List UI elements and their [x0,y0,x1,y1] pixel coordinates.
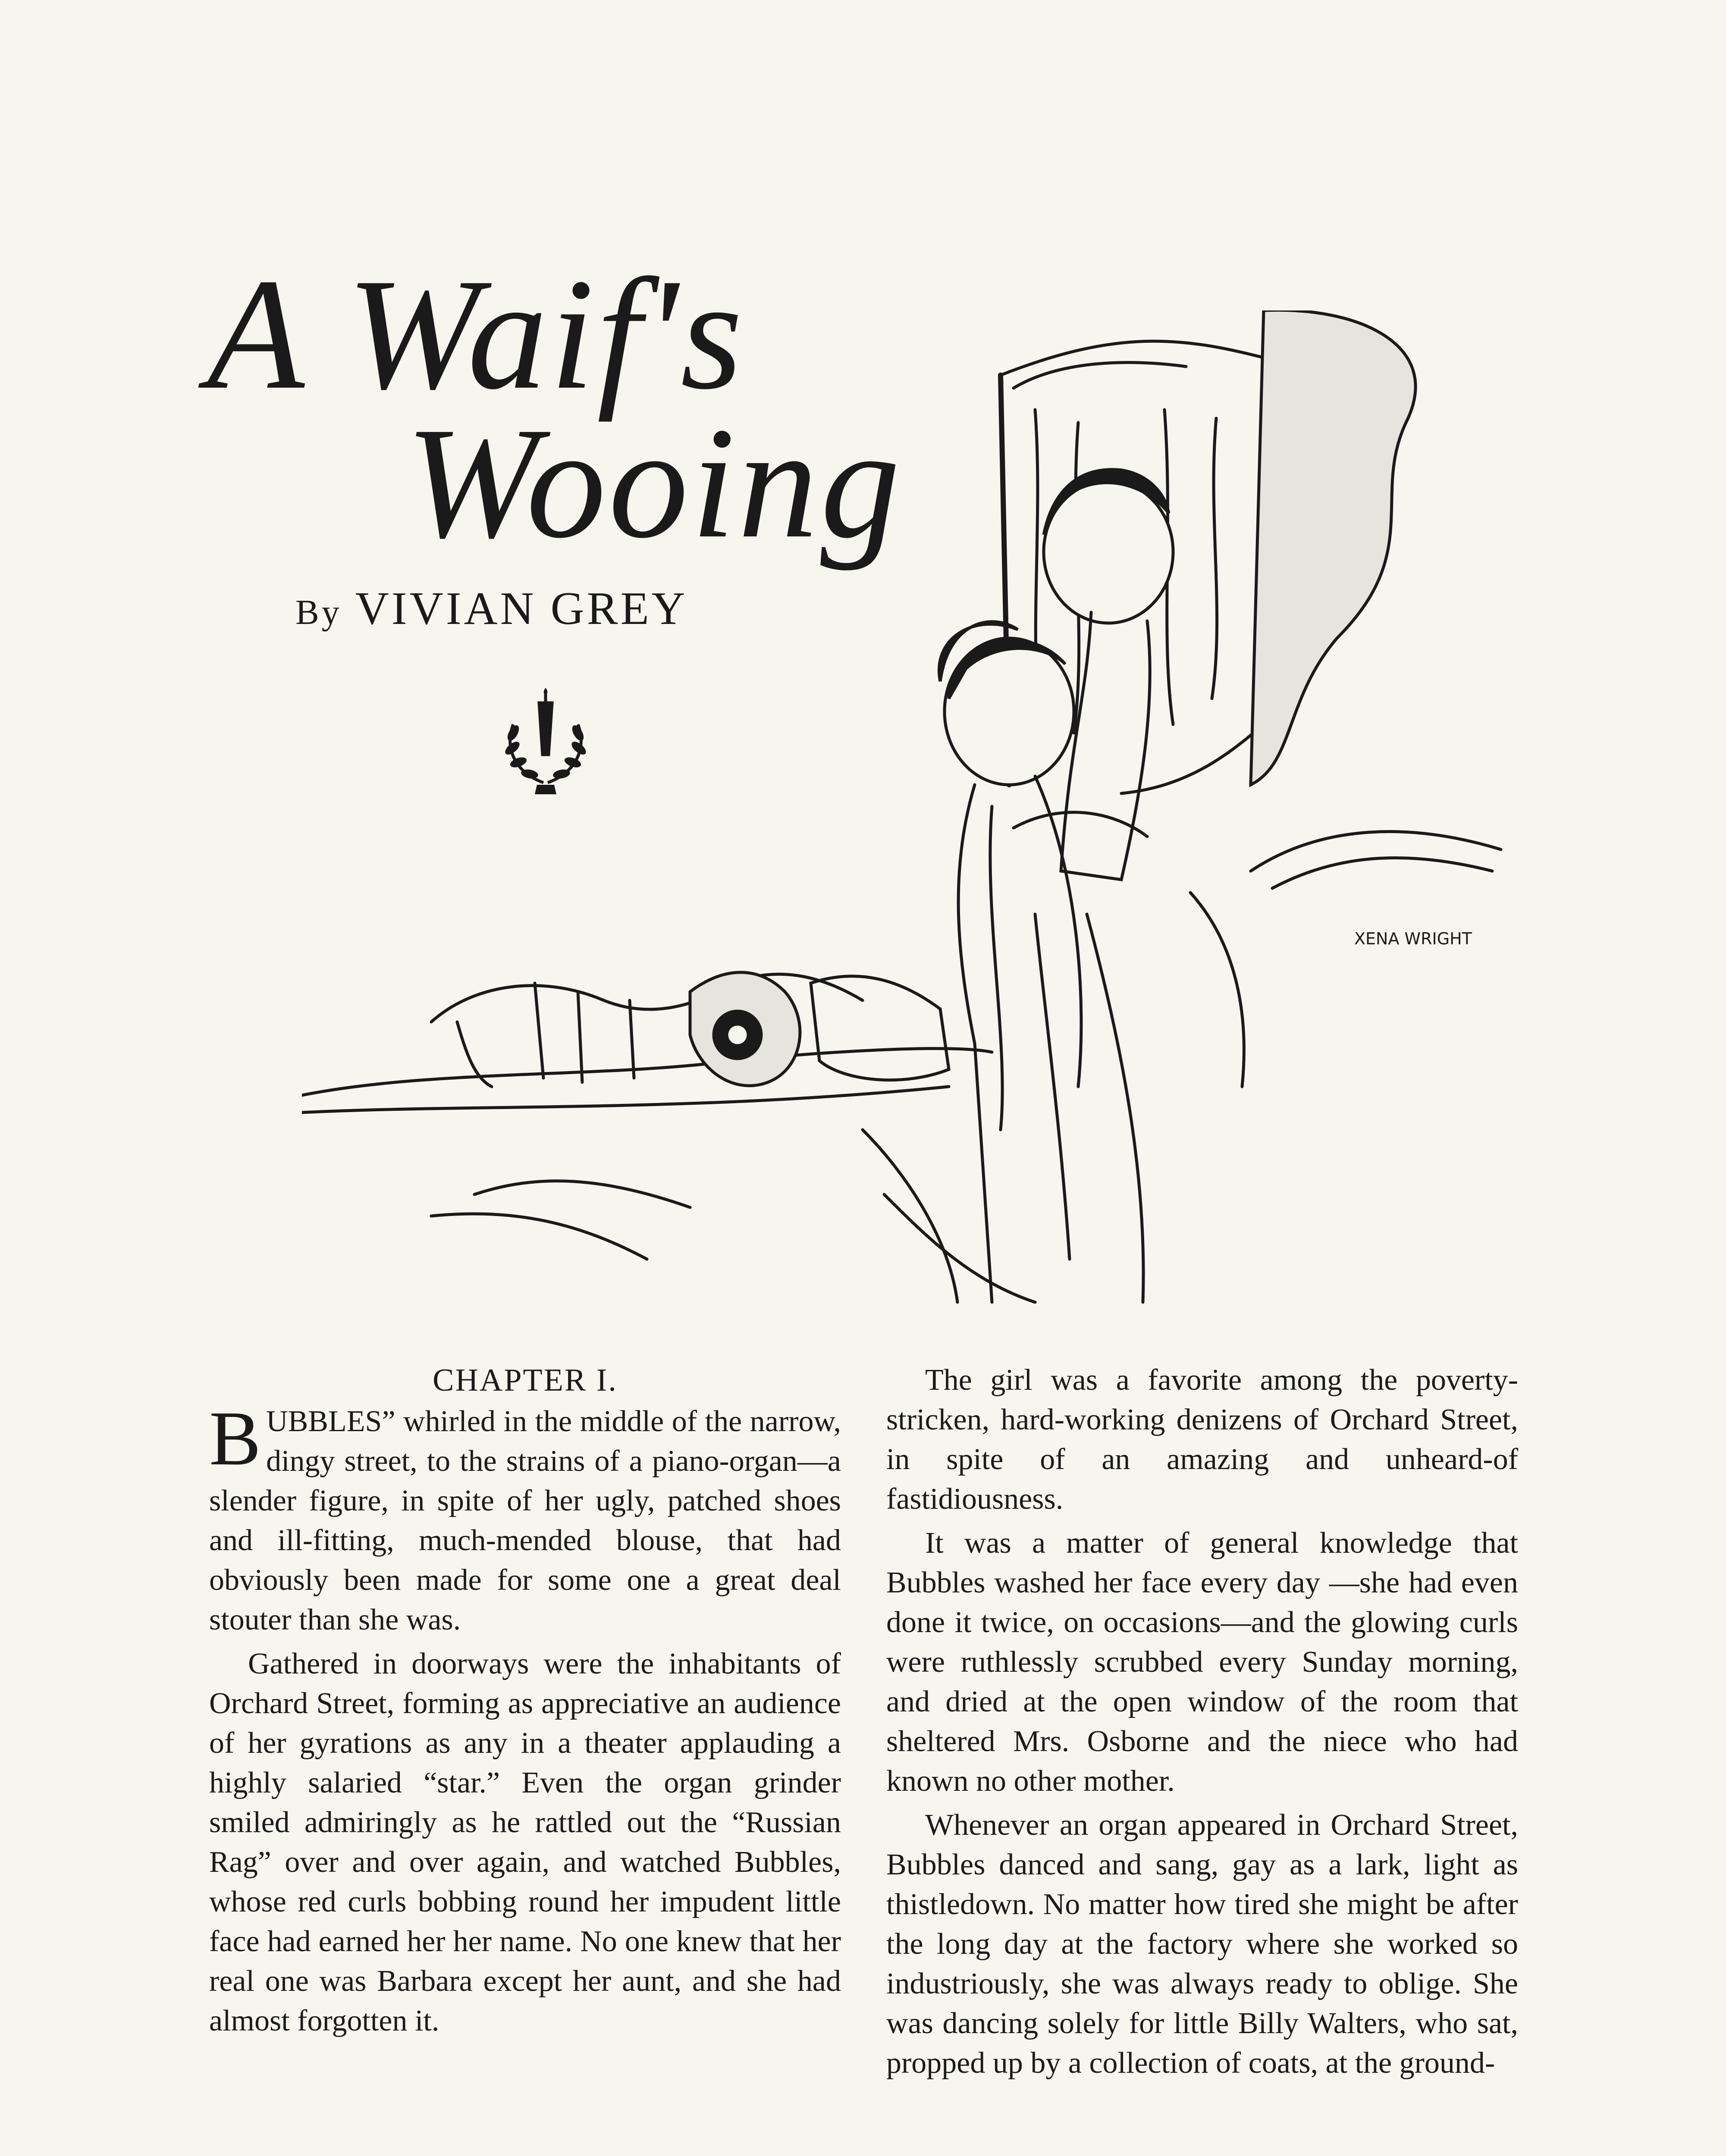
text-column-right [886,1360,1518,2083]
text-column-left [209,1360,841,2041]
paragraph [209,1395,841,1640]
byline-by: By [295,592,342,632]
paragraph: It was a matter of general knowledge that Bubbles washed her face every day —she had even done it twice, on occasions—and the glowing curls were ruthlessly scrubbed every Sunday morning, and dried at the open window of the room that sheltered Mrs. Osborne and the niece who had known no other mother. [886,1526,1518,1798]
paragraph: The girl was a favorite among the poverty-stricken, hard-working denizens of Orchard Street, in spite of an amazing and unheard-of fastidiousness. [886,1363,1518,1516]
drop-cap: B [209,1395,261,1481]
story-title-line-1: A Waif's [207,246,745,423]
illustration-signature: XENA WRIGHT [1354,929,1472,948]
paragraph: Whenever an organ appeared in Orchard Street, Bubbles danced and sang, gay as a lark, light as thistledown. No matter how tired she might be after the long day at the factory where she worked so industriously, she was always ready to oblige. She was dancing solely for little Billy Walters, who sat, propped up by a collection of coats, at the ground- [886,1808,1518,2080]
paragraph-text: UBBLES” whirled in the middle of the narrow, dingy street, to the strains of a piano-organ—a slender figure, in spite of her ugly, patched shoes and ill-fitting, much-mended blouse, that had obviously been made for some one a great deal stouter than she was. [209,1405,841,1636]
story-illustration [302,310,1531,1354]
chapter-heading: CHAPTER I. [433,1363,618,1398]
byline-author: VIVIAN GREY [355,583,688,634]
story-title-line-2: Wooing [405,395,903,571]
paragraph: Gathered in doorways were the inhabitants of Orchard Street, forming as appreciative an audience of her gyrations as any in a theater applauding a highly salaried “star.” Even the organ grinder smiled admiringly as he rattled out the “Russian Rag” over and over again, and watched Bubbles, whose red curls bobbing round her impudent little face had earned her her name. No one knew that her real one was Barbara except her aunt, and she had almost forgotten it. [209,1647,841,2037]
